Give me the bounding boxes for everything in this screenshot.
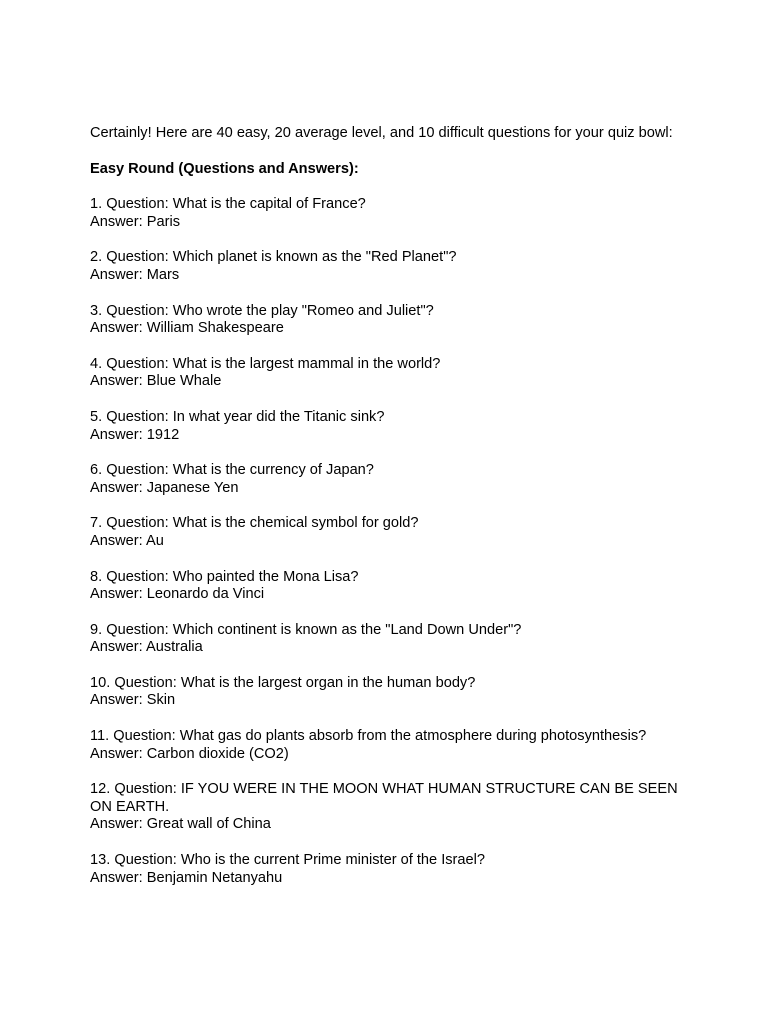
question-text: 1. Question: What is the capital of France? <box>90 196 366 213</box>
question-text: 4. Question: What is the largest mammal in the world? <box>90 355 441 372</box>
question-text: 7. Question: What is the chemical symbol for gold? <box>90 515 419 532</box>
list-item <box>90 852 690 887</box>
answer-text: Answer: Skin <box>90 692 176 709</box>
answer-text: Answer: Au <box>90 532 164 549</box>
list-item <box>90 196 690 231</box>
answer-text: Answer: Australia <box>90 639 203 656</box>
list-item <box>90 515 690 550</box>
list-item <box>90 728 690 763</box>
answer-text: Answer: Benjamin Netanyahu <box>90 869 283 886</box>
list-item <box>90 569 690 604</box>
intro-paragraph: Certainly! Here are 40 easy, 20 average level, and 10 difficult questions for your quiz bowl: <box>90 125 673 141</box>
list-item <box>90 781 690 834</box>
answer-text: Answer: 1912 <box>90 426 180 443</box>
answer-text: Answer: William Shakespeare <box>90 320 284 337</box>
question-text: 8. Question: Who painted the Mona Lisa? <box>90 568 359 585</box>
question-text: 13. Question: Who is the current Prime minister of the Israel? <box>90 852 486 869</box>
section-heading: Easy Round (Questions and Answers): <box>90 160 359 177</box>
list-item <box>90 249 690 284</box>
question-text: 9. Question: Which continent is known as the "Land Down Under"? <box>90 621 522 638</box>
list-item <box>90 303 690 338</box>
list-item <box>90 356 690 391</box>
question-text: 3. Question: Who wrote the play "Romeo and Juliet"? <box>90 302 434 319</box>
answer-text: Answer: Mars <box>90 266 180 283</box>
list-item <box>90 462 690 497</box>
document-page <box>90 125 690 905</box>
answer-text: Answer: Blue Whale <box>90 373 222 390</box>
answer-text: Answer: Carbon dioxide (CO2) <box>90 745 289 762</box>
answer-text: Answer: Japanese Yen <box>90 479 239 496</box>
question-text: 2. Question: Which planet is known as the "Red Planet"? <box>90 249 457 266</box>
question-text: 10. Question: What is the largest organ in the human body? <box>90 674 476 691</box>
question-text: 12. Question: IF YOU WERE IN THE MOON WHAT HUMAN STRUCTURE CAN BE SEEN ON EARTH. <box>90 781 678 815</box>
list-item <box>90 675 690 710</box>
answer-text: Answer: Paris <box>90 213 181 230</box>
answer-text: Answer: Leonardo da Vinci <box>90 586 265 603</box>
question-text: 5. Question: In what year did the Titanic sink? <box>90 408 385 425</box>
question-text: 11. Question: What gas do plants absorb from the atmosphere during photosynthesis? <box>90 728 647 745</box>
list-item <box>90 409 690 444</box>
question-text: 6. Question: What is the currency of Japan? <box>90 462 374 479</box>
answer-text: Answer: Great wall of China <box>90 816 271 833</box>
list-item <box>90 622 690 657</box>
